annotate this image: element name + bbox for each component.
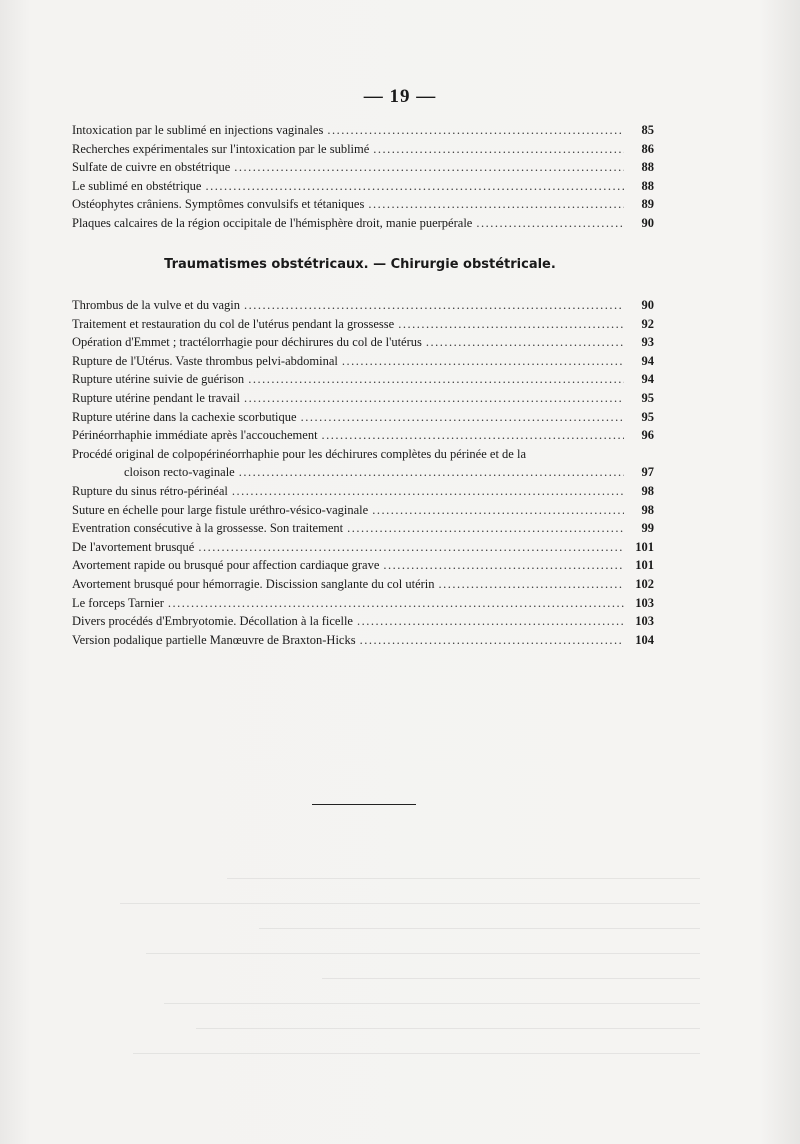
- leader-dots: [234, 158, 624, 177]
- toc-entry-page: 98: [641, 502, 654, 517]
- leader-dots: [205, 177, 624, 196]
- toc-entry-page: 90: [641, 298, 654, 312]
- toc-entry: [72, 296, 654, 315]
- toc-entry-page: 88: [641, 160, 654, 175]
- toc-entry-title: Version podalique partielle Manœuvre de Braxton-Hicks: [72, 632, 356, 647]
- toc-entry: [72, 370, 654, 389]
- toc-entry: [72, 195, 654, 214]
- toc-entry-title: Rupture utérine pendant le travail: [72, 390, 240, 405]
- toc-entry-title: Opération d'Emmet ; tractélorrhagie pour déchirures du col de l'utérus: [72, 335, 422, 350]
- toc-entry: [72, 352, 654, 371]
- toc-entry: [72, 408, 654, 427]
- toc-entry-title: Rupture de l'Utérus. Vaste thrombus pelvi-abdominal: [72, 353, 338, 368]
- leader-dots: [322, 426, 624, 445]
- toc-entry: [72, 121, 654, 140]
- toc-entry: [72, 426, 654, 445]
- toc-entry-title: Le sublimé en obstétrique: [72, 178, 202, 193]
- toc-entry-page: 95: [641, 409, 654, 424]
- toc-entry-title: Avortement brusqué pour hémorragie. Discission sanglante du col utérin: [72, 576, 435, 591]
- toc-entry-title: Rupture du sinus rétro-périnéal: [72, 484, 228, 498]
- leader-dots: [439, 575, 624, 594]
- toc-entry-title: Recherches expérimentales sur l'intoxication par le sublimé: [72, 141, 370, 156]
- toc-entry: [72, 158, 654, 177]
- leader-dots: [244, 389, 624, 408]
- leader-dots: [168, 594, 624, 613]
- toc-entry: [72, 612, 654, 631]
- toc-entry-page: 97: [641, 465, 654, 480]
- section-divider: [312, 804, 416, 805]
- toc-entry: [72, 389, 654, 408]
- leader-dots: [383, 556, 624, 575]
- leader-dots: [301, 408, 624, 427]
- page-number: — 19 —: [363, 86, 437, 107]
- toc-entry-page: 101: [635, 558, 654, 573]
- toc-entry-title: Ostéophytes crâniens. Symptômes convulsifs et tétaniques: [72, 197, 365, 212]
- toc-entry-title: Suture en échelle pour large fistule uréthro-vésico-vaginale: [72, 502, 369, 517]
- toc-entry-page: 94: [641, 372, 654, 387]
- toc-group-2b: [72, 482, 654, 649]
- toc-entry: [72, 519, 654, 538]
- toc-entry-title: Rupture utérine suivie de guérison: [72, 372, 245, 387]
- leader-dots: [347, 519, 624, 538]
- toc-entry-page: 102: [635, 576, 654, 591]
- toc-entry-page: 89: [641, 197, 654, 212]
- toc-entry: [72, 177, 654, 196]
- toc-entry-title: Plaques calcaires de la région occipitale de l'hémisphère droit, manie puerpérale: [72, 215, 473, 230]
- leader-dots: [398, 315, 624, 334]
- leader-dots: [357, 612, 624, 631]
- toc-entry-title: Périnéorrhaphie immédiate après l'accouchement: [72, 428, 318, 443]
- leader-dots: [373, 140, 624, 159]
- toc-entry-title: Intoxication par le sublimé en injections vaginales: [72, 123, 324, 137]
- toc-entry: [72, 575, 654, 594]
- toc-entry: [72, 594, 654, 613]
- leader-dots: [372, 501, 624, 520]
- leader-dots: [198, 538, 624, 557]
- leader-dots: [232, 482, 624, 501]
- toc-entry-page: 92: [641, 316, 654, 331]
- toc-entry-line: [72, 445, 654, 464]
- toc-entry-title: Rupture utérine dans la cachexie scorbutique: [72, 409, 297, 424]
- toc-entry-page: 96: [641, 428, 654, 443]
- toc-entry: [72, 315, 654, 334]
- toc-entry-page: 99: [641, 521, 654, 536]
- toc-entry-page: 93: [641, 335, 654, 350]
- leader-dots: [239, 463, 624, 482]
- toc-entry-page: 95: [641, 390, 654, 405]
- toc-entry: [72, 333, 654, 352]
- toc-entry-page: 103: [635, 595, 654, 610]
- toc-entry: [72, 140, 654, 159]
- leader-dots: [342, 352, 624, 371]
- toc-entry-title: Le forceps Tarnier: [72, 595, 164, 610]
- toc-entry-title: Thrombus de la vulve et du vagin: [72, 298, 241, 312]
- leader-dots: [360, 631, 624, 650]
- toc-entry-page: 88: [641, 178, 654, 193]
- toc-entry-title: Eventration consécutive à la grossesse. Son traitement: [72, 521, 344, 536]
- leader-dots: [368, 195, 624, 214]
- toc-entry-colpoperineorrhaphie: [72, 445, 654, 482]
- toc-entry: [72, 501, 654, 520]
- toc-entry-page: 103: [635, 614, 654, 629]
- toc-entry: [72, 482, 654, 501]
- toc-entry-page: 90: [641, 215, 654, 230]
- toc-entry-title: Procédé original de colpopérinéorrhaphie pour les déchirures complètes du périnée et de la: [72, 446, 526, 461]
- toc-entry: [72, 556, 654, 575]
- toc-entry-page: 104: [635, 632, 654, 647]
- toc-entry: [72, 214, 654, 233]
- toc-entry-line: [72, 463, 654, 482]
- leader-dots: [426, 333, 624, 352]
- leader-dots: [248, 370, 624, 389]
- toc-entry-title: Traitement et restauration du col de l'utérus pendant la grossesse: [72, 316, 395, 331]
- toc-entry-page: 94: [641, 353, 654, 368]
- toc-entry-page: 98: [641, 484, 654, 498]
- toc-entry-page: 86: [641, 141, 654, 156]
- toc-entry-page: 85: [641, 123, 654, 137]
- bleed-through-shadow: [70, 628, 700, 1068]
- section-heading: Traumatismes obstétricaux. — Chirurgie obstétricale.: [164, 257, 556, 272]
- toc-group-2a: [72, 296, 654, 445]
- toc-entry-title: De l'avortement brusqué: [72, 539, 195, 554]
- toc-entry-title: Divers procédés d'Embryotomie. Décollation à la ficelle: [72, 614, 353, 629]
- leader-dots: [327, 121, 624, 140]
- toc-entry-page: 101: [635, 539, 654, 554]
- toc-entry-title: Avortement rapide ou brusqué pour affection cardiaque grave: [72, 558, 380, 573]
- leader-dots: [476, 214, 624, 233]
- toc-entry-title: cloison recto-vaginale: [124, 465, 235, 480]
- toc-entry: [72, 631, 654, 650]
- toc-group-1: [72, 121, 654, 233]
- toc-entry: [72, 538, 654, 557]
- toc-entry-title: Sulfate de cuivre en obstétrique: [72, 160, 231, 175]
- leader-dots: [244, 296, 624, 315]
